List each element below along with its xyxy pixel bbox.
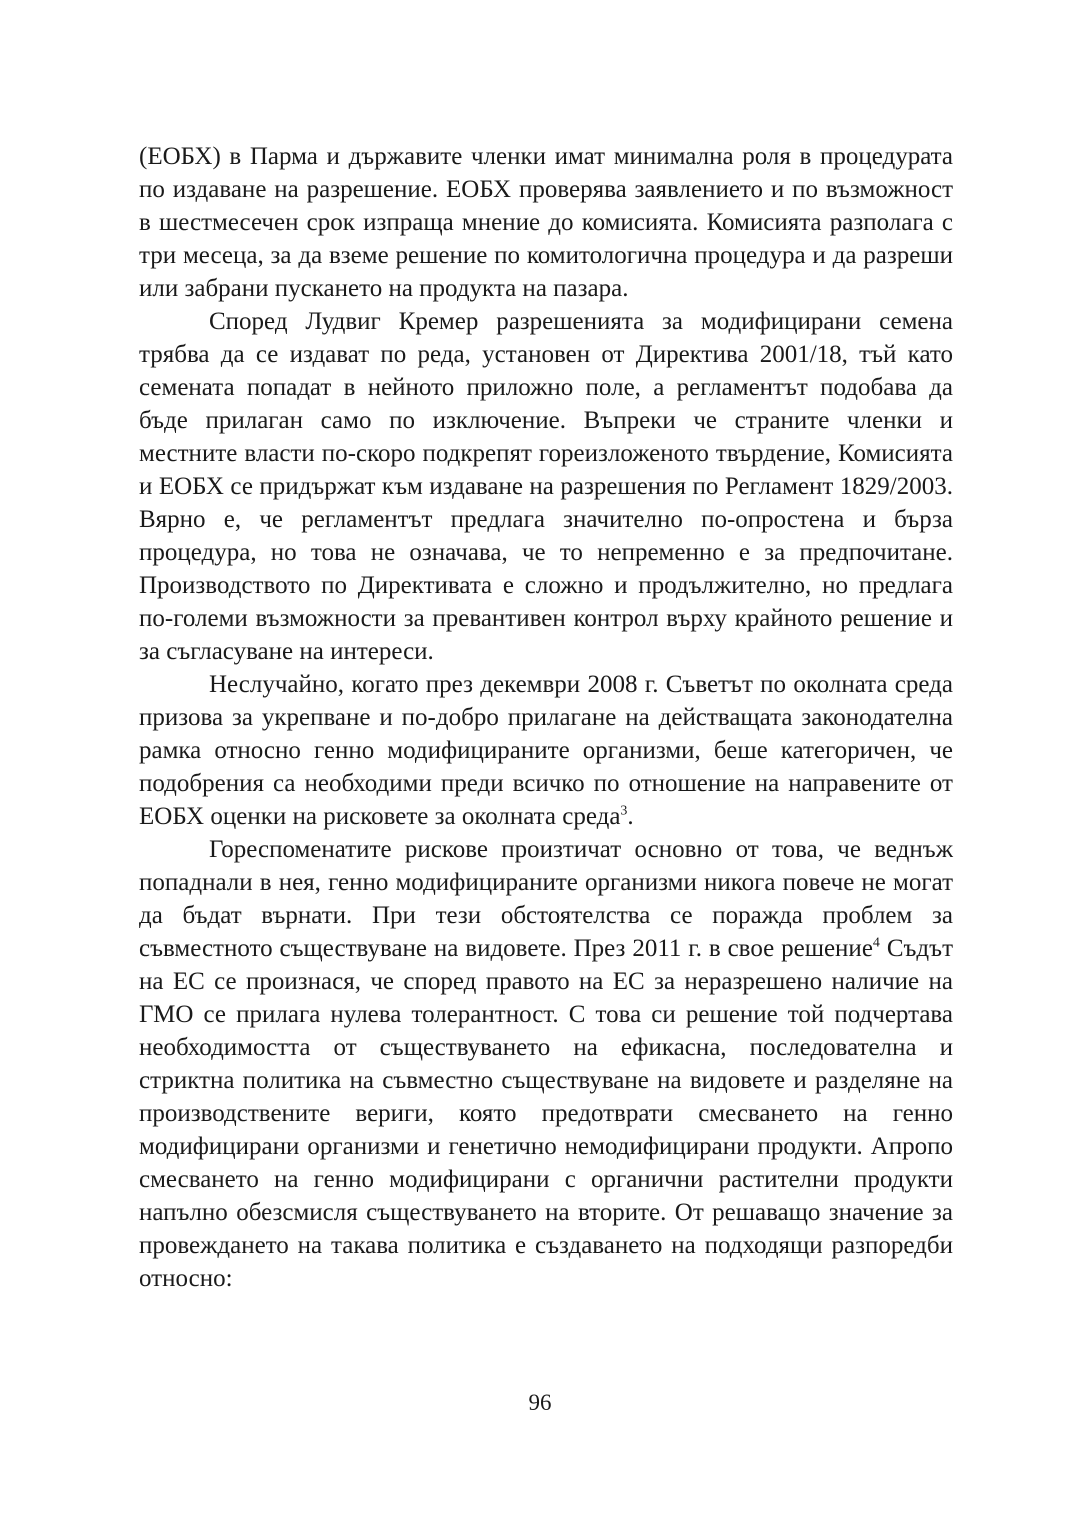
paragraph-4 (139, 833, 953, 1295)
footnote-ref-4[interactable]: 4 (872, 935, 880, 951)
paragraph-4-text-start: Гореспоменатите рискове произтичат основно от това, че веднъж попаднали в нея, генно модифицираните организми никога повече не могат да бъдат върнати. При тези обстоятелства се поражда проблем за съвместното съществуване на видовете. През 2011 г. в свое решение (139, 836, 953, 962)
paragraph-4-text-end: Съдът на ЕС се произнася, че според правото на ЕС за неразрешено наличие на ГМО се прилага нулева толерантност. С това си решение той подчертава необходимостта от съществуването на ефикасна, последователна и стриктна политика на съвместно съществуване на видовете и разделяне на производствените вериги, която предотврати смесването на генно модифицирани организми и генетично немодифицирани продукти. Апропо смесването на генно модифицирани с органични растителни продукти напълно обезсмисля съществуването на вторите. От решаващо значение за провеждането на такава политика е създаването на подходящи разпоредби относно: (139, 935, 953, 1292)
paragraph-2: Според Лудвиг Кремер разрешенията за модифицирани семена трябва да се издават по реда, установен от Директива 2001/18, тъй като семената попадат в нейното приложно поле, а регламентът подобава да бъде прилаган само по изключение. Въпреки че страните членки и местните власти по-скоро подкрепят гореизложеното твърдение, Комисията и ЕОБХ се придържат към издаване на разрешения по Регламент 1829/2003. Вярно е, че регламентът предлага значително по-опростена и бърза процедура, но това не означава, че то непременно е за предпочитане. Производството по Директивата е сложно и продължително, но предлага по-големи възможности за превантивен контрол върху крайното решение и за съгласуване на интереси. (139, 308, 953, 665)
paragraph-3-text: Неслучайно, когато през декември 2008 г. Съветът по околната среда призова за укрепване и по-добро прилагане на действащата законодателна рамка относно генно модифицираните организми, беше категоричен, че подобрения са необходими преди всичко по отношение на направените от ЕОБХ оценки на рисковете за околната среда (139, 671, 953, 830)
paragraph-3-end: . (627, 803, 634, 830)
paragraph-1: (ЕОБХ) в Парма и държавите членки имат минимална роля в процедурата по издаване на разрешение. ЕОБХ проверява заявлението и по възможност в шестмесечен срок изпраща мнение до комисията. Комисията разполага с три месеца, за да вземе решение по комитологична процедура и да разреши или забрани пускането на продукта на пазара. (139, 143, 953, 302)
document-body (139, 140, 953, 1295)
page-number: 96 (528, 1390, 552, 1415)
footnote-ref-3[interactable]: 3 (620, 803, 628, 819)
paragraph-3 (139, 668, 953, 833)
